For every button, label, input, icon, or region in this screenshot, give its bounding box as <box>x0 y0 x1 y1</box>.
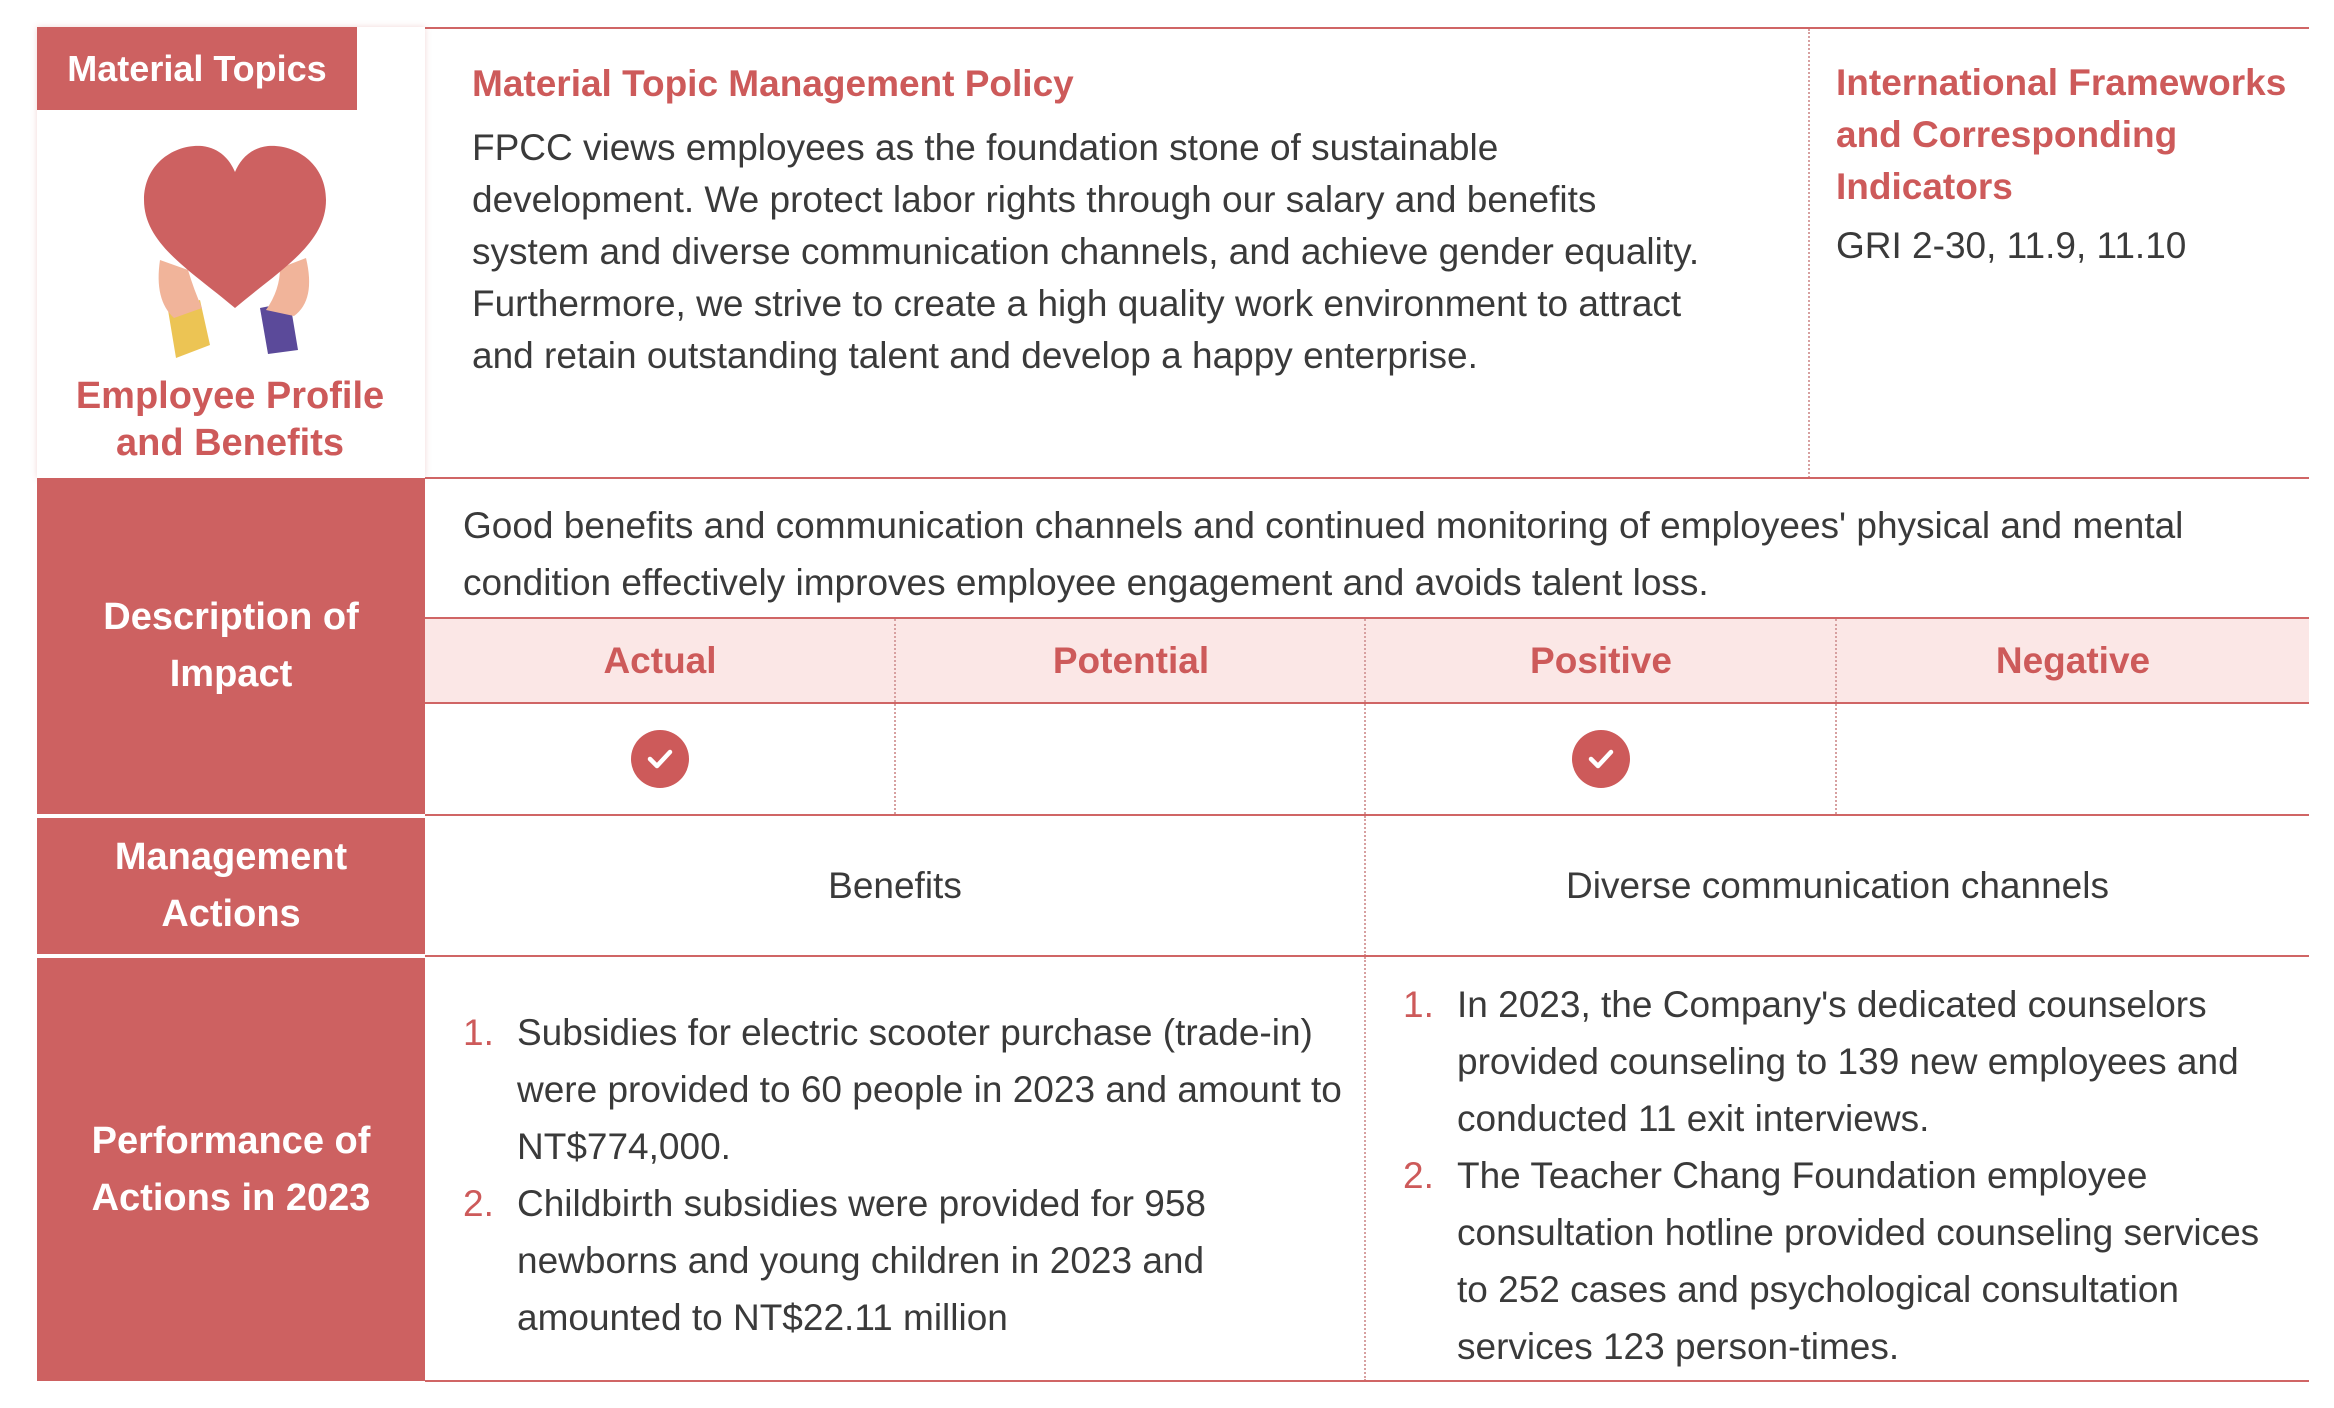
list-item-text: Childbirth subsidies were provided for 958 newborns and young children in 2023 and amounted to NT$22.11 million <box>517 1183 1206 1338</box>
check-icon <box>631 730 689 788</box>
policy-heading: Material Topic Management Policy <box>472 63 1074 104</box>
impact-cell-negative <box>1837 704 2309 814</box>
impact-label <box>37 478 425 814</box>
frameworks-value: GRI 2-30, 11.9, 11.10 <box>1836 225 2187 266</box>
material-topics-badge: Material Topics <box>37 27 357 110</box>
list-item-number: 2. <box>1403 1155 1434 1196</box>
management-row-bottom <box>425 955 2309 957</box>
list-item <box>1403 976 2283 1147</box>
impact-col-potential: Potential <box>1052 640 1210 681</box>
list-item-number: 1. <box>463 1012 494 1053</box>
frameworks-heading: International Frameworks and Corresponding Indicators <box>1836 62 2287 207</box>
list-item-number: 1. <box>1403 984 1434 1025</box>
impact-description: Good benefits and communication channels and continued monitoring of employees' physical and mental condition effectively improves employee engagement and avoids talent loss. <box>463 505 2184 603</box>
performance-list-left <box>463 1004 1343 1346</box>
management-action-communication: Diverse communication channels <box>1566 865 2109 906</box>
impact-col-positive: Positive <box>1530 640 1672 681</box>
list-item-text: The Teacher Chang Foundation employee consultation hotline provided counseling services to 252 cases and psychological consultation services 123 person-times. <box>1457 1155 2260 1367</box>
performance-list-right <box>1403 976 2283 1375</box>
impact-label-text: Description of Impact <box>103 596 359 695</box>
list-item-text: In 2023, the Company's dedicated counselors provided counseling to 139 new employees and conducted 11 exit interviews. <box>1457 984 2239 1139</box>
management-label <box>37 818 425 954</box>
list-item-number: 2. <box>463 1183 494 1224</box>
impact-cell-positive <box>1366 704 1836 814</box>
impact-cell-potential <box>896 704 1366 814</box>
impact-col-negative: Negative <box>1995 640 2151 681</box>
management-label-text: Management Actions <box>114 836 348 935</box>
management-action-benefits: Benefits <box>828 865 962 906</box>
impact-cell-actual <box>425 704 895 814</box>
check-icon <box>1572 730 1630 788</box>
heart-hands-icon <box>130 140 340 370</box>
top-divider <box>1808 29 1810 478</box>
policy-body: FPCC views employees as the foundation stone of sustainable development. We protect labor rights through our salary and benefits system and diverse communication channels, and achieve gender equality. Furthermore, we strive to create a high quality work environment to attract and retain outstanding talent and develop a happy enterprise. <box>472 127 1700 376</box>
performance-label <box>37 958 425 1381</box>
performance-label-text: Performance of Actions in 2023 <box>91 1119 371 1219</box>
list-item <box>463 1004 1343 1175</box>
impact-col-actual: Actual <box>603 640 717 681</box>
list-item-text: Subsidies for electric scooter purchase (trade-in) were provided to 60 people in 2023 and amount to NT$774,000. <box>517 1012 1342 1167</box>
list-item <box>463 1175 1343 1346</box>
performance-divider <box>1364 957 1366 1381</box>
top-border <box>425 27 2309 29</box>
topic-title: Employee Profile and Benefits <box>75 375 385 464</box>
table-bottom-border <box>425 1380 2309 1382</box>
list-item <box>1403 1147 2283 1375</box>
row1-bottom-border <box>425 477 2309 479</box>
